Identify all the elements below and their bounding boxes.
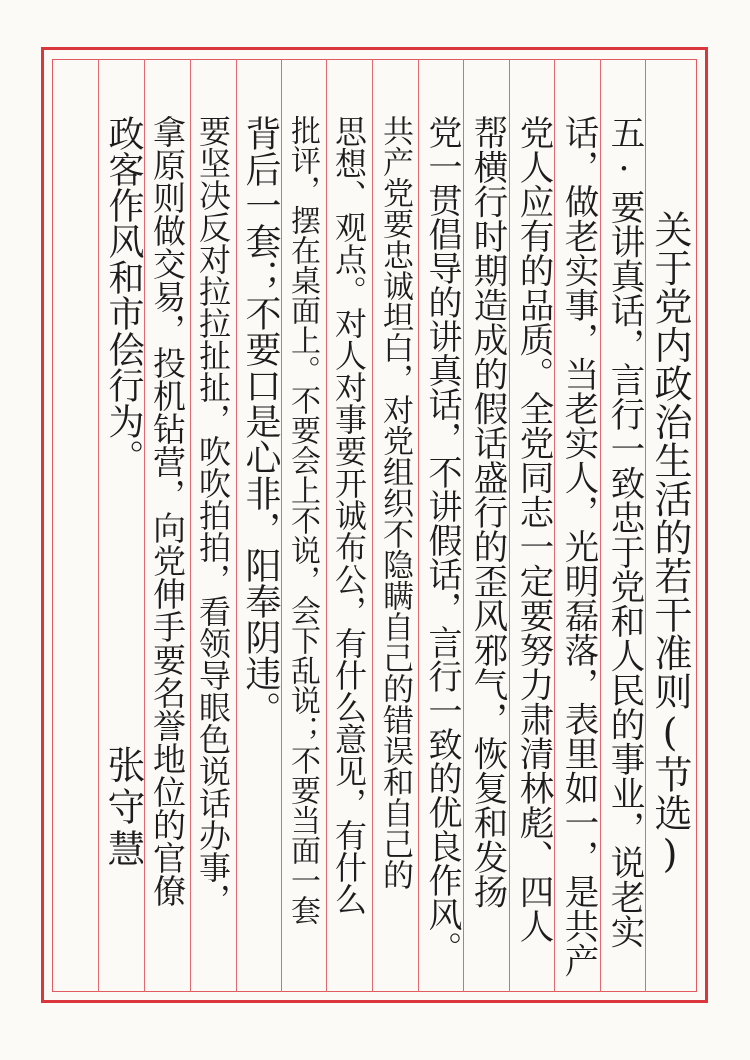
column-rule <box>645 59 646 992</box>
text-column: 要坚决反对拉拉扯扯，吹吹拍拍，看领导眼色说话办事， <box>194 115 232 915</box>
column-rule <box>236 59 237 992</box>
text-column: 五·要讲真话，言行一致忠于党和人民的事业，说老实 <box>604 115 644 949</box>
text-column: 背后一套；不要口是心非，阳奉阴违。 <box>240 115 281 727</box>
text-column: 批评，摆在桌面上。不要会上不说，会下乱说；不要当面一套 <box>285 115 320 925</box>
text-column: 帮横行时期造成的假话盛行的歪风邪气，恢复和发扬 <box>467 115 507 909</box>
column-rule <box>463 59 464 992</box>
text-column: 思想、观点。对人对事要开诚布公，有什么意见，有什么 <box>330 115 368 915</box>
author-signature: 张守慧 <box>101 745 145 871</box>
column-rule <box>418 59 419 992</box>
text-column: 政客作风和市侩行为。 <box>103 115 144 475</box>
column-rule <box>554 59 555 992</box>
text-column: 党一贯倡导的讲真话，不讲假话，言行一致的优良作风。 <box>422 115 462 965</box>
column-rule <box>509 59 510 992</box>
text-column: 党人应有的品质。全党同志一定要努力肃清林彪、四人 <box>513 115 553 943</box>
text-column: 共产党要忠诚坦白，对党组织不隐瞒自己的错误和自己的 <box>377 115 413 890</box>
text-column: 话，做老实事，当老实人，光明磊落，表里如一，是共产 <box>558 115 598 978</box>
column-rule <box>326 59 327 992</box>
column-rule <box>372 59 373 992</box>
document-title: 关于党内政治生活的若干准则(节选) <box>648 210 692 877</box>
column-rule <box>600 59 601 992</box>
column-rule <box>98 59 99 992</box>
column-rule <box>190 59 191 992</box>
text-column: 拿原则做交易，投机钻营，向党伸手要名誉地位的官僚 <box>148 115 187 907</box>
